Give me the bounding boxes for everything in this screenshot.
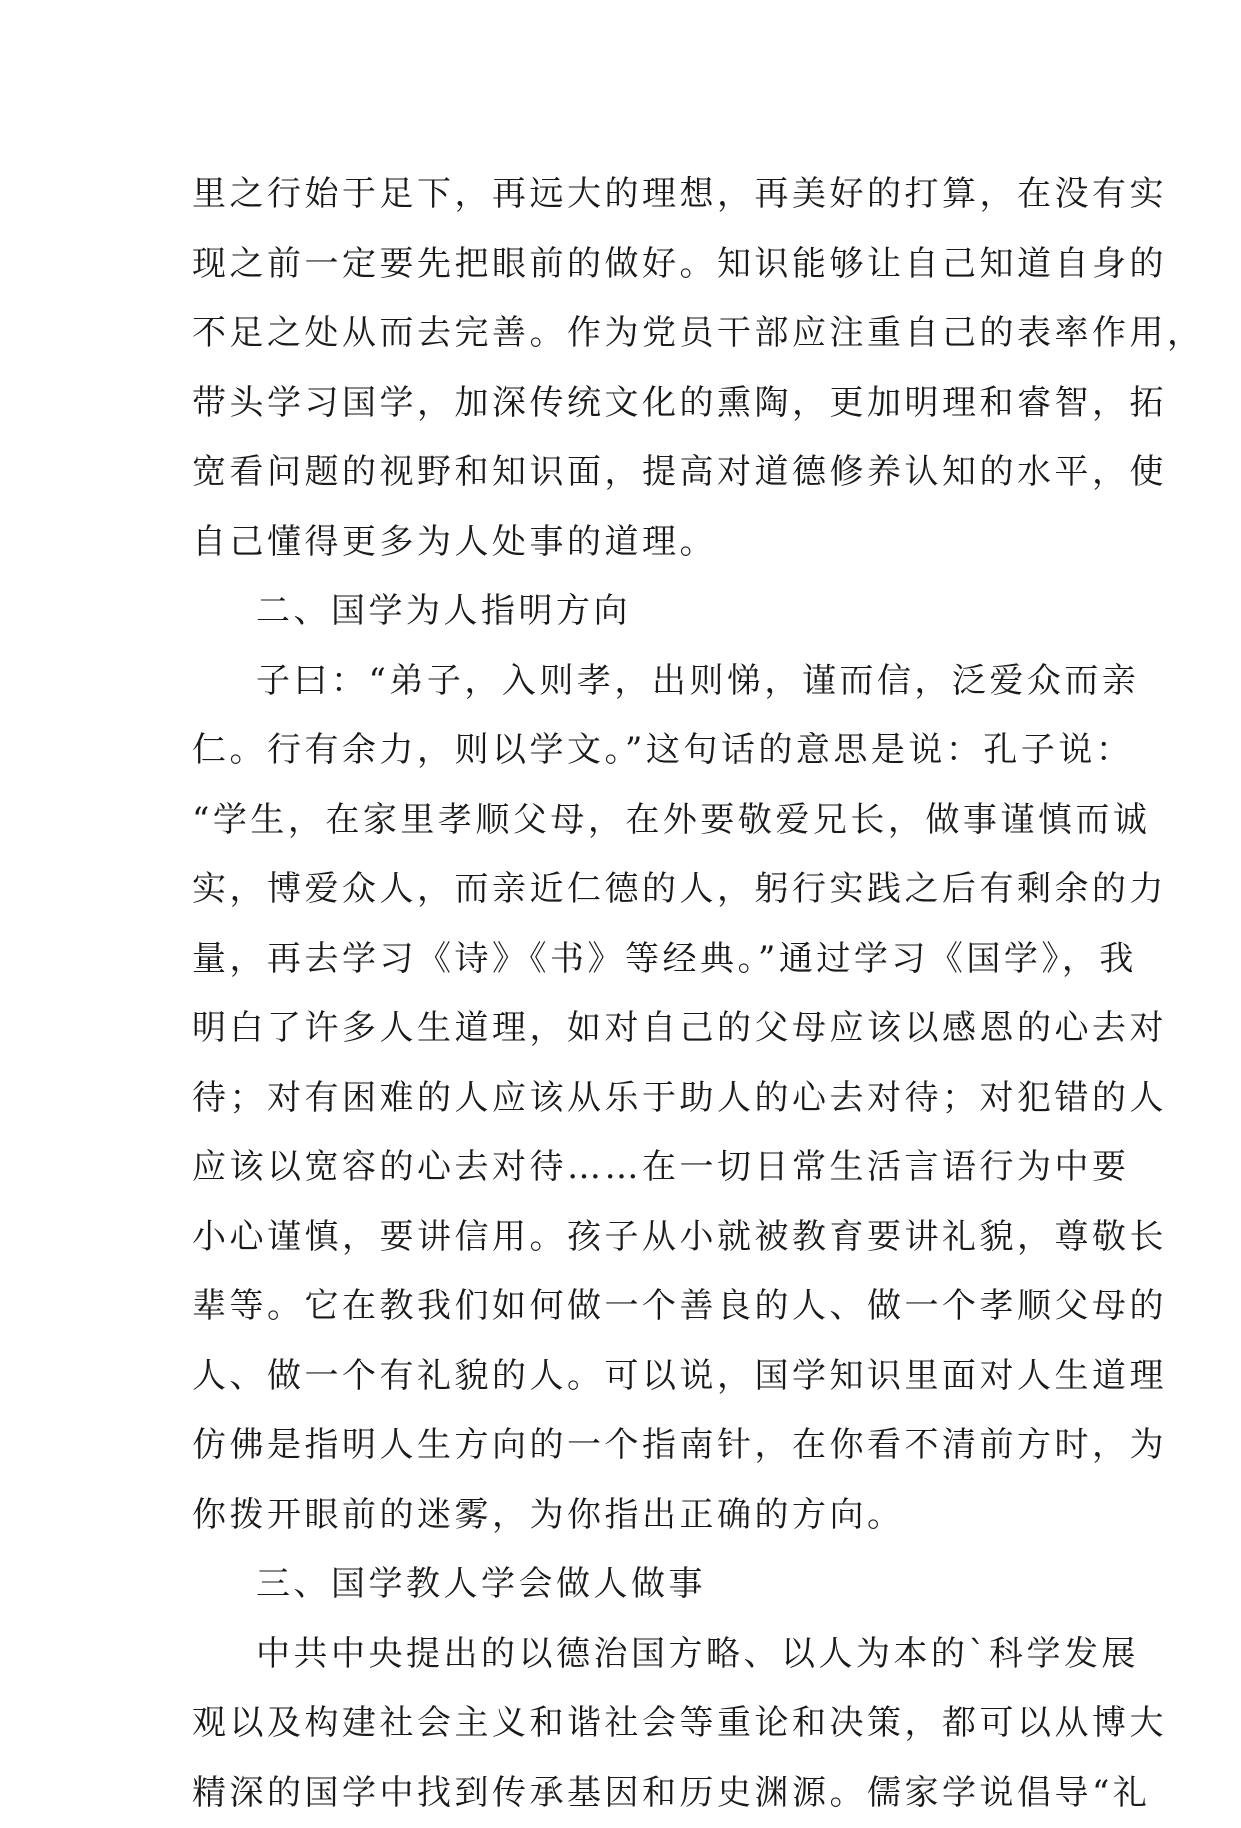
- text-line: 自己懂得更多为人处事的道理。: [192, 508, 1092, 578]
- text-line: 仁。行有余力，则以学文。”这句话的意思是说：孔子说：: [192, 716, 1092, 786]
- text-line: 不足之处从而去完善。作为党员干部应注重自己的表率作用，: [192, 299, 1092, 369]
- section-heading: 三、国学教人学会做人做事: [192, 1550, 1092, 1620]
- text-line: 中共中央提出的以德治国方略、以人为本的`科学发展: [192, 1620, 1092, 1690]
- text-line: 里之行始于足下，再远大的理想，再美好的打算，在没有实: [192, 160, 1092, 230]
- text-line: 子曰：“弟子，入则孝，出则悌，谨而信，泛爱众而亲: [192, 647, 1092, 717]
- text-line: 辈等。它在教我们如何做一个善良的人、做一个孝顺父母的: [192, 1272, 1092, 1342]
- text-line: 仿佛是指明人生方向的一个指南针，在你看不清前方时，为: [192, 1411, 1092, 1481]
- text-line: 带头学习国学，加深传统文化的熏陶，更加明理和睿智，拓: [192, 369, 1092, 439]
- document-body: [192, 160, 1092, 1828]
- text-line: 实，博爱众人，而亲近仁德的人，躬行实践之后有剩余的力: [192, 855, 1092, 925]
- text-line: 你拨开眼前的迷雾，为你指出正确的方向。: [192, 1481, 1092, 1551]
- text-line: 小心谨慎，要讲信用。孩子从小就被教育要讲礼貌，尊敬长: [192, 1203, 1092, 1273]
- text-line: 精深的国学中找到传承基因和历史渊源。儒家学说倡导“礼: [192, 1759, 1092, 1828]
- text-line: 人、做一个有礼貌的人。可以说，国学知识里面对人生道理: [192, 1342, 1092, 1412]
- text-line: 明白了许多人生道理，如对自己的父母应该以感恩的心去对: [192, 994, 1092, 1064]
- text-line: 待；对有困难的人应该从乐于助人的心去对待；对犯错的人: [192, 1064, 1092, 1134]
- section-heading: 二、国学为人指明方向: [192, 577, 1092, 647]
- text-line: 量，再去学习《诗》《书》等经典。”通过学习《国学》，我: [192, 925, 1092, 995]
- text-line: 观以及构建社会主义和谐社会等重论和决策，都可以从博大: [192, 1689, 1092, 1759]
- text-line: 宽看问题的视野和知识面，提高对道德修养认知的水平，使: [192, 438, 1092, 508]
- text-line: “学生，在家里孝顺父母，在外要敬爱兄长，做事谨慎而诚: [192, 786, 1092, 856]
- text-line: 现之前一定要先把眼前的做好。知识能够让自己知道自身的: [192, 230, 1092, 300]
- text-line: 应该以宽容的心去对待……在一切日常生活言语行为中要: [192, 1133, 1092, 1203]
